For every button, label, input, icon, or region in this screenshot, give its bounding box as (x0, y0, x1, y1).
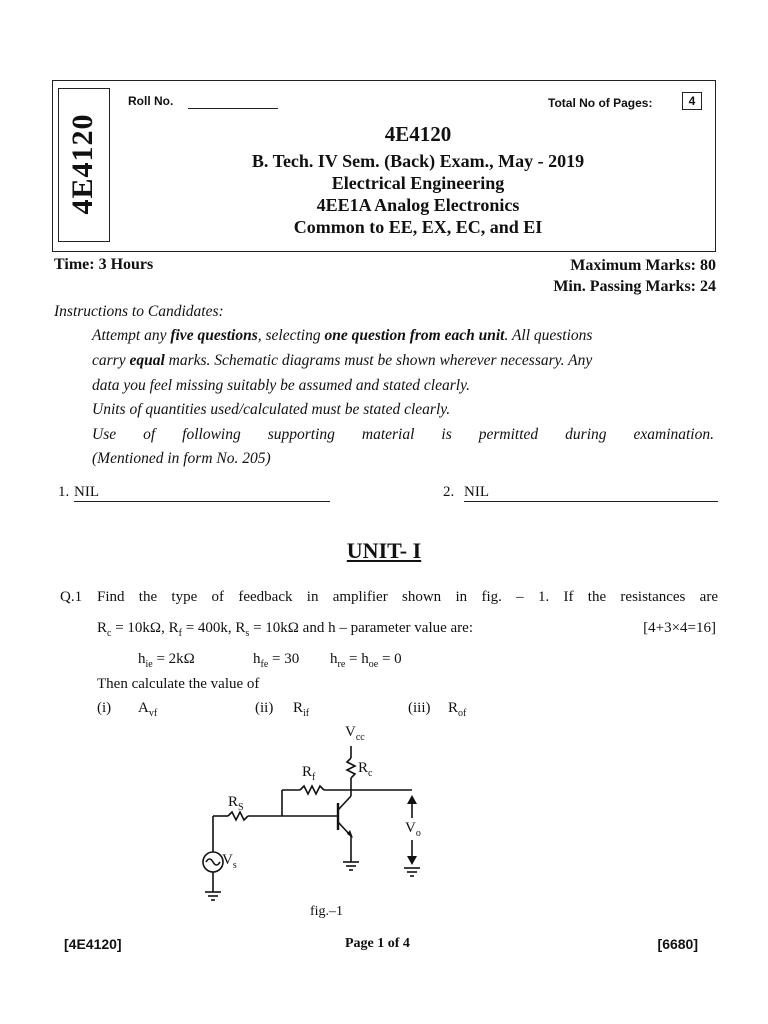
figure-caption: fig.–1 (310, 904, 344, 919)
param-hre-hoe: $h_{re} = h_{oe} = 0$ (330, 651, 402, 670)
footer-page-number: Page 1 of 4 (345, 936, 410, 951)
label-rf: $R_f$ (302, 764, 316, 783)
label-vo: $V_o$ (405, 820, 421, 839)
paper-code-vertical: 4E4120 (66, 113, 99, 215)
label-rc: $R_c$ (358, 760, 373, 779)
question-line-1: Find the type of feedback in amplifier shown in fig. – 1. If the resistances are (97, 589, 718, 605)
max-marks: Maximum Marks: 80 (570, 257, 716, 274)
transistor-collector (338, 796, 351, 810)
question-number: Q.1 (60, 589, 83, 605)
vo-down-arrowhead-icon (407, 856, 417, 865)
material-1-number: 1. (58, 484, 70, 500)
question-line-2: $R_c = 10k\Omega$, $R_f = 400k$, $R_s = 10k\Omega$ and h – parameter value are: (97, 620, 473, 639)
question-then: Then calculate the value of (97, 676, 260, 692)
param-hfe: $h_{fe} = 30$ (253, 651, 300, 670)
subject-name: 4EE1A Analog Electronics (316, 195, 520, 215)
label-vs: $V_s$ (222, 852, 237, 871)
time-label: Time: 3 Hours (54, 256, 154, 273)
total-pages-value: 4 (682, 92, 702, 110)
ground-symbols (205, 862, 420, 900)
emitter-arrow-icon (347, 830, 353, 838)
exam-title: B. Tech. IV Sem. (Back) Exam., May - 2019 (251, 151, 585, 171)
rs-resistor (228, 812, 248, 820)
part-ii-number: (ii) (255, 700, 274, 716)
roll-no-label: Roll No. (128, 94, 174, 108)
paper-code: 4E4120 (384, 122, 452, 146)
footer-paper-id: [6680] (657, 936, 698, 952)
instruction-line-4: Units of quantities used/calculated must be stated clearly. (92, 401, 451, 418)
label-rs: $R_S$ (228, 794, 244, 813)
vo-up-arrowhead-icon (407, 795, 417, 804)
sine-wave-icon (206, 859, 220, 865)
param-hie: $h_{ie} = 2k\Omega$ (138, 651, 195, 670)
branch-name: Electrical Engineering (331, 173, 505, 193)
part-iii-rof: $R_{of}$ (448, 700, 467, 719)
instruction-line-5: Use of following supporting material is permitted during examination. (92, 426, 714, 443)
instruction-line-2: carry equal marks. Schematic diagrams must be shown wherever necessary. Any (92, 352, 593, 369)
rc-resistor (347, 758, 355, 778)
instructions-heading: Instructions to Candidates: (54, 303, 224, 320)
footer-paper-code: [4E4120] (64, 936, 122, 952)
instruction-line-3: data you feel missing suitably be assumed and stated clearly. (92, 377, 470, 394)
instruction-line-6: (Mentioned in form No. 205) (92, 450, 271, 467)
material-2-number: 2. (443, 484, 455, 500)
question-marks: [4+3×4=16] (643, 620, 716, 636)
part-iii-number: (iii) (408, 700, 431, 716)
min-passing-marks: Min. Passing Marks: 24 (553, 278, 716, 295)
label-vcc: $V_{cc}$ (345, 724, 365, 743)
material-1-text: NIL (74, 484, 99, 500)
part-i-number: (i) (97, 700, 112, 716)
material-2-text: NIL (464, 484, 489, 500)
common-branches: Common to EE, EX, EC, and EI (293, 217, 543, 237)
unit-heading: UNIT- I (346, 538, 422, 563)
instruction-line-1: Attempt any five questions, selecting one question from each unit. All questions (92, 327, 593, 344)
rf-resistor (300, 786, 324, 794)
part-ii-rif: $R_{if}$ (293, 700, 310, 719)
part-i-avf: $A_{vf}$ (138, 700, 158, 719)
total-pages-label: Total No of Pages: (548, 96, 653, 110)
